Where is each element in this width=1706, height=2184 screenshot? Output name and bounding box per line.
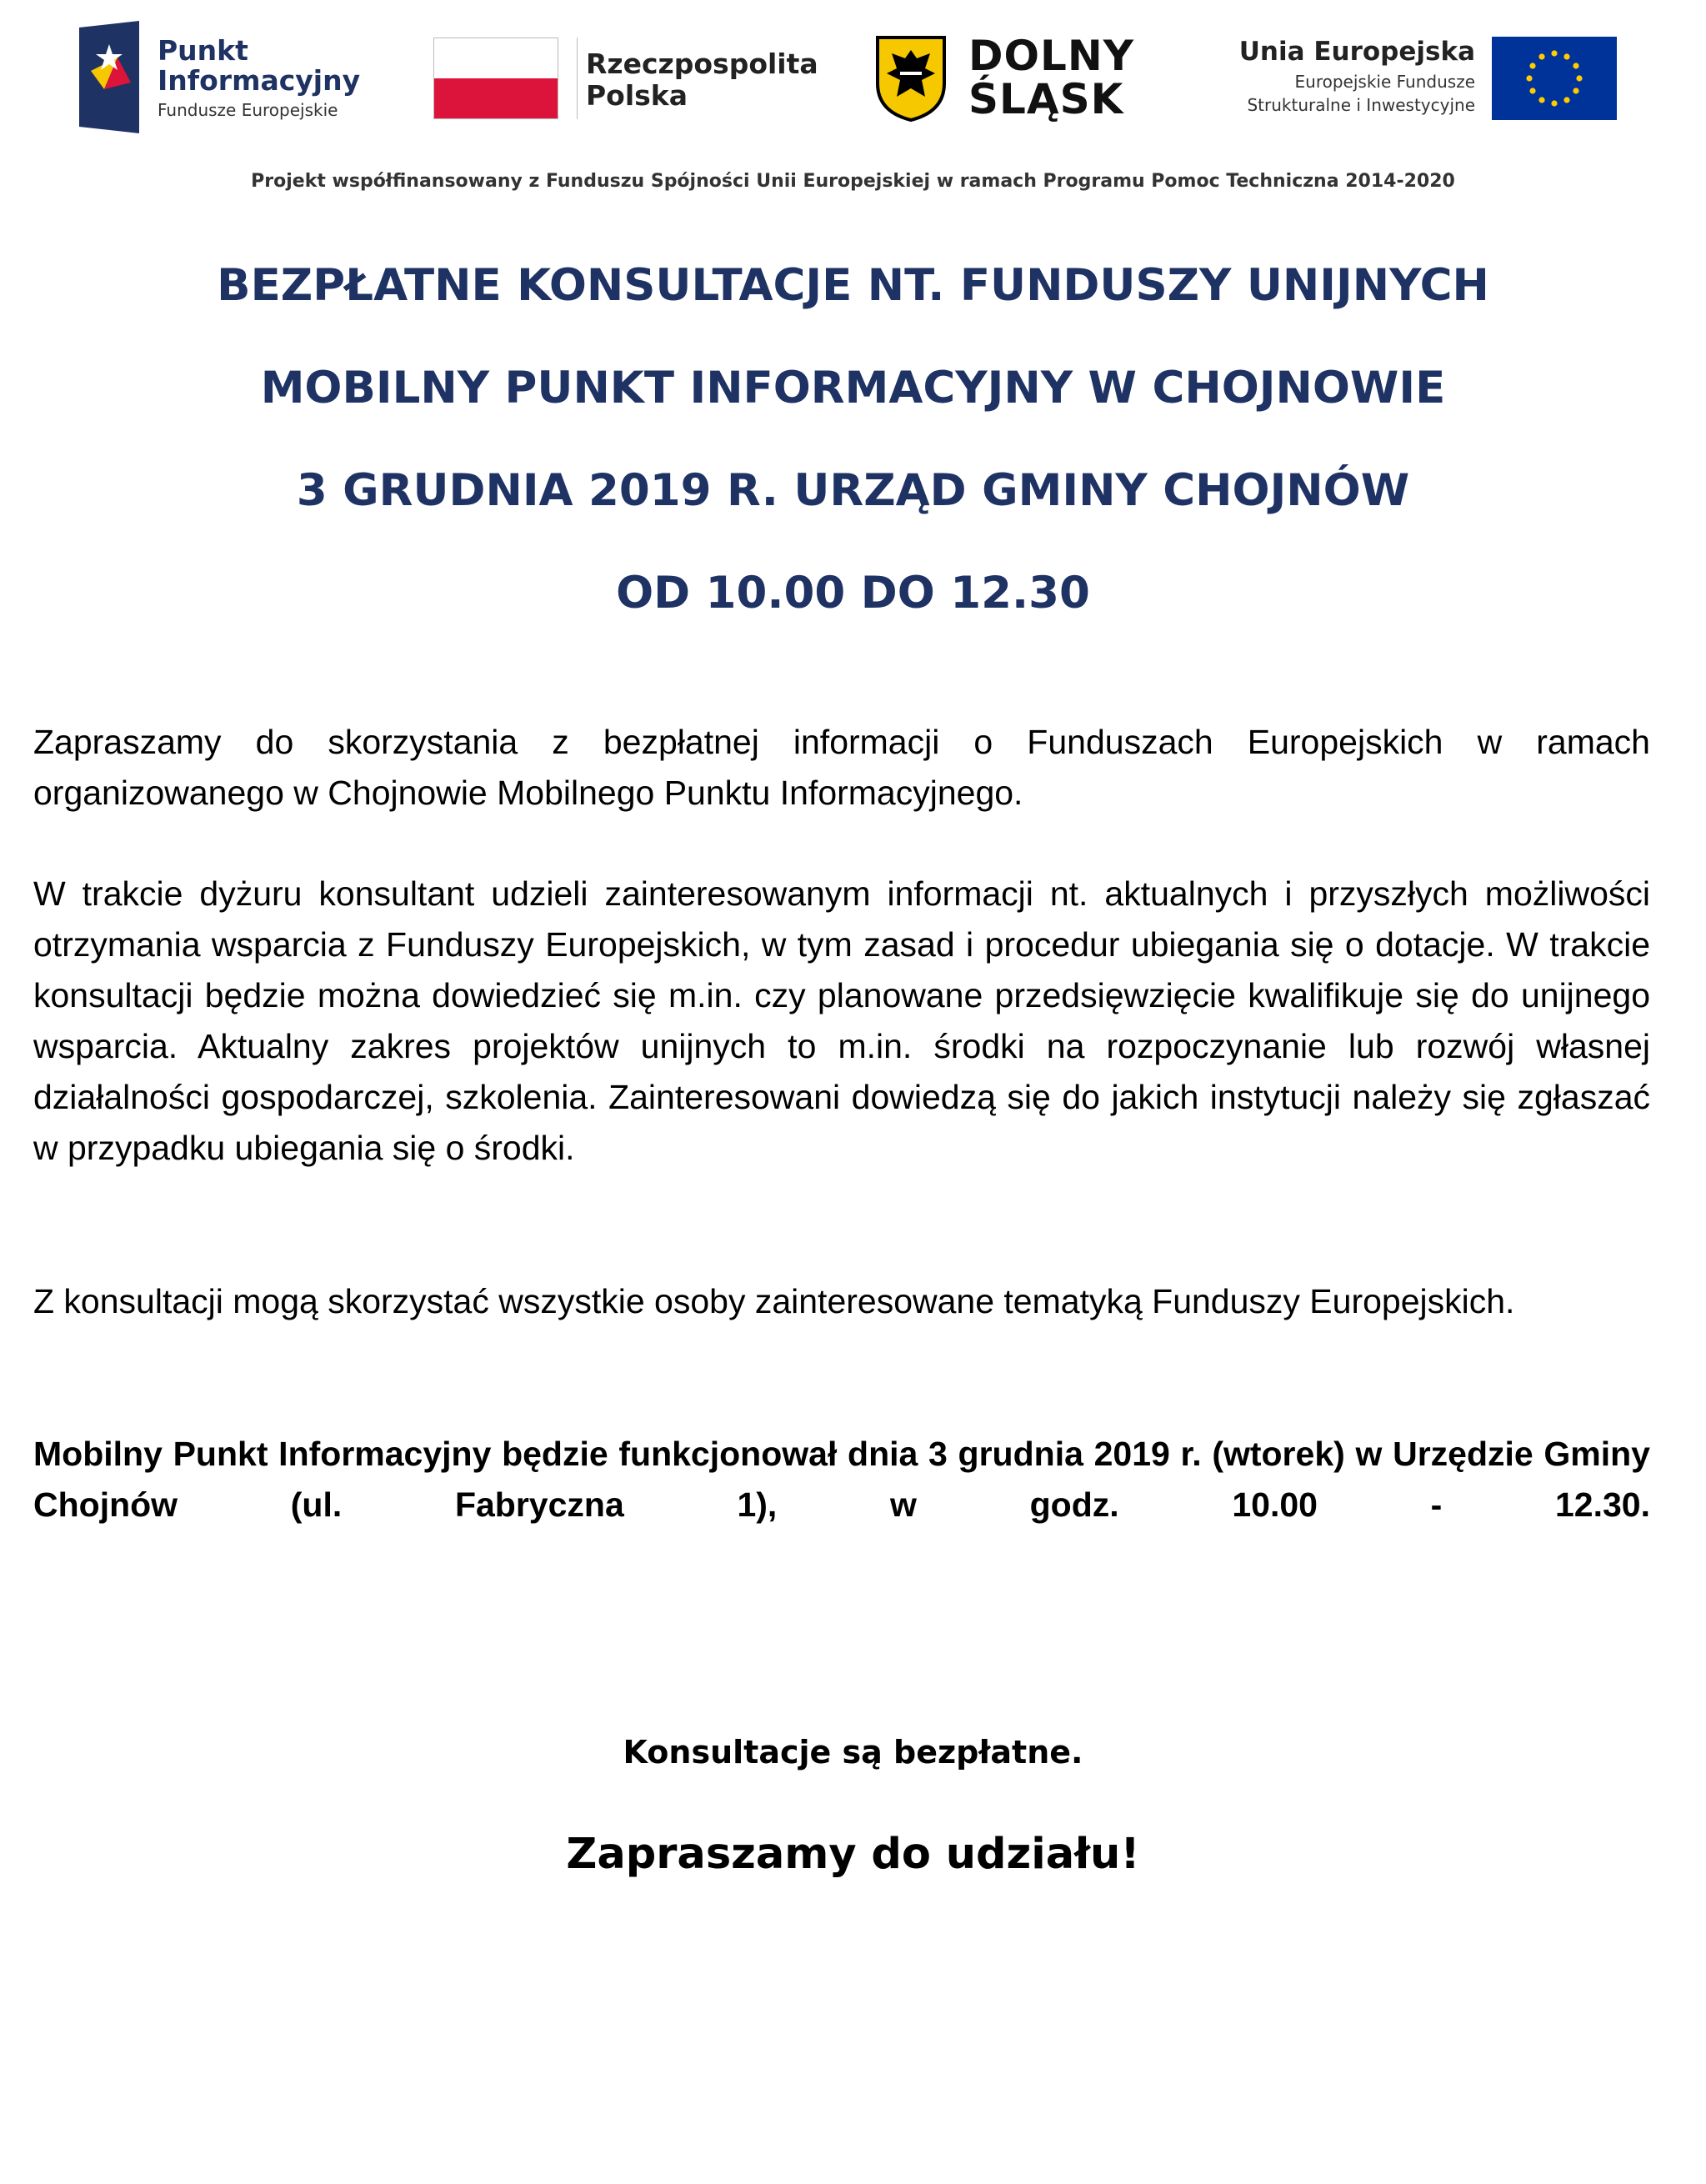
rp-line2: Polska — [586, 79, 688, 112]
headline-consultations: BEZPŁATNE KONSULTACJE NT. FUNDUSZY UNIJNYCH — [217, 260, 1489, 311]
logo-bar — [0, 0, 1706, 150]
ue-line2: Europejskie Fundusze — [1294, 72, 1475, 92]
punkt-line1: Punkt — [158, 34, 248, 67]
invite-note: Zapraszamy do udziału! — [566, 1830, 1140, 1879]
rzeczpospolita-logo — [433, 38, 818, 121]
unia-europejska-logo — [1200, 33, 1617, 125]
ds-line1: DOLNY — [968, 32, 1134, 80]
free-note: Konsultacje są bezpłatne. — [623, 1734, 1083, 1771]
punkt-line2: Informacyjny — [158, 64, 361, 97]
headline-mobile-point: MOBILNY PUNKT INFORMACYJNY W CHOJNOWIE — [260, 363, 1446, 413]
dolny-slask-logo — [875, 33, 1142, 125]
eagle-coat-of-arms-icon — [875, 35, 947, 122]
punkt-line3: Fundusze Europejskie — [158, 100, 338, 120]
rp-line1: Rzeczpospolita — [586, 48, 818, 80]
ue-line3: Strukturalne i Inwestycyjne — [1247, 95, 1475, 115]
polish-flag-icon — [433, 38, 558, 119]
eu-flag-icon — [1492, 37, 1617, 120]
ue-line1: Unia Europejska — [1238, 37, 1475, 67]
paragraph-schedule: Mobilny Punkt Informacyjny będzie funkcjonował dnia 3 grudnia 2019 r. (wtorek) w Urzędzie Gminy Chojnów (ul. Fabryczna 1), w godz. 10.00 - 12.30. — [33, 1435, 1650, 1524]
headline-hours: OD 10.00 DO 12.30 — [616, 568, 1090, 619]
paragraph-invitation: Zapraszamy do skorzystania z bezpłatnej informacji o Funduszach Europejskich w ramach organizowanego w Chojnowie Mobilnego Punktu Informacyjnego. — [33, 723, 1650, 812]
headline-date-place: 3 GRUDNIA 2019 R. URZĄD GMINY CHOJNÓW — [296, 465, 1410, 516]
funding-note: Projekt współfinansowany z Funduszu Spójności Unii Europejskiej w ramach Programu Pomoc Techniczna 2014-2020 — [251, 171, 1455, 192]
punkt-emblem-icon — [79, 21, 139, 133]
paragraph-details: W trakcie dyżuru konsultant udzieli zainteresowanym informacji nt. aktualnych i przyszłych możliwości otrzymania wsparcia z Funduszy Europejskich, w tym zasad i procedur ubiegania się o dotacje. W trakcie konsultacji będzie można dowiedzieć się m.in. czy planowane przedsięwzięcie kwalifikuje się do unijnego wsparcia. Aktualny zakres projektów unijnych to m.in. środki na rozpoczynanie lub rozwój własnej działalności gospodarczej, szkolenia. Zainteresowani dowiedzą się do jakich instytucji należy się zgłaszać w przypadku ubiegania się o środki. — [33, 874, 1650, 1167]
ds-line2: ŚLĄSK — [968, 75, 1124, 123]
punkt-informacyjny-logo — [79, 21, 363, 133]
paragraph-audience: Z konsultacji mogą skorzystać wszystkie osoby zainteresowane tematyką Funduszy Europejskich. — [33, 1282, 1515, 1320]
